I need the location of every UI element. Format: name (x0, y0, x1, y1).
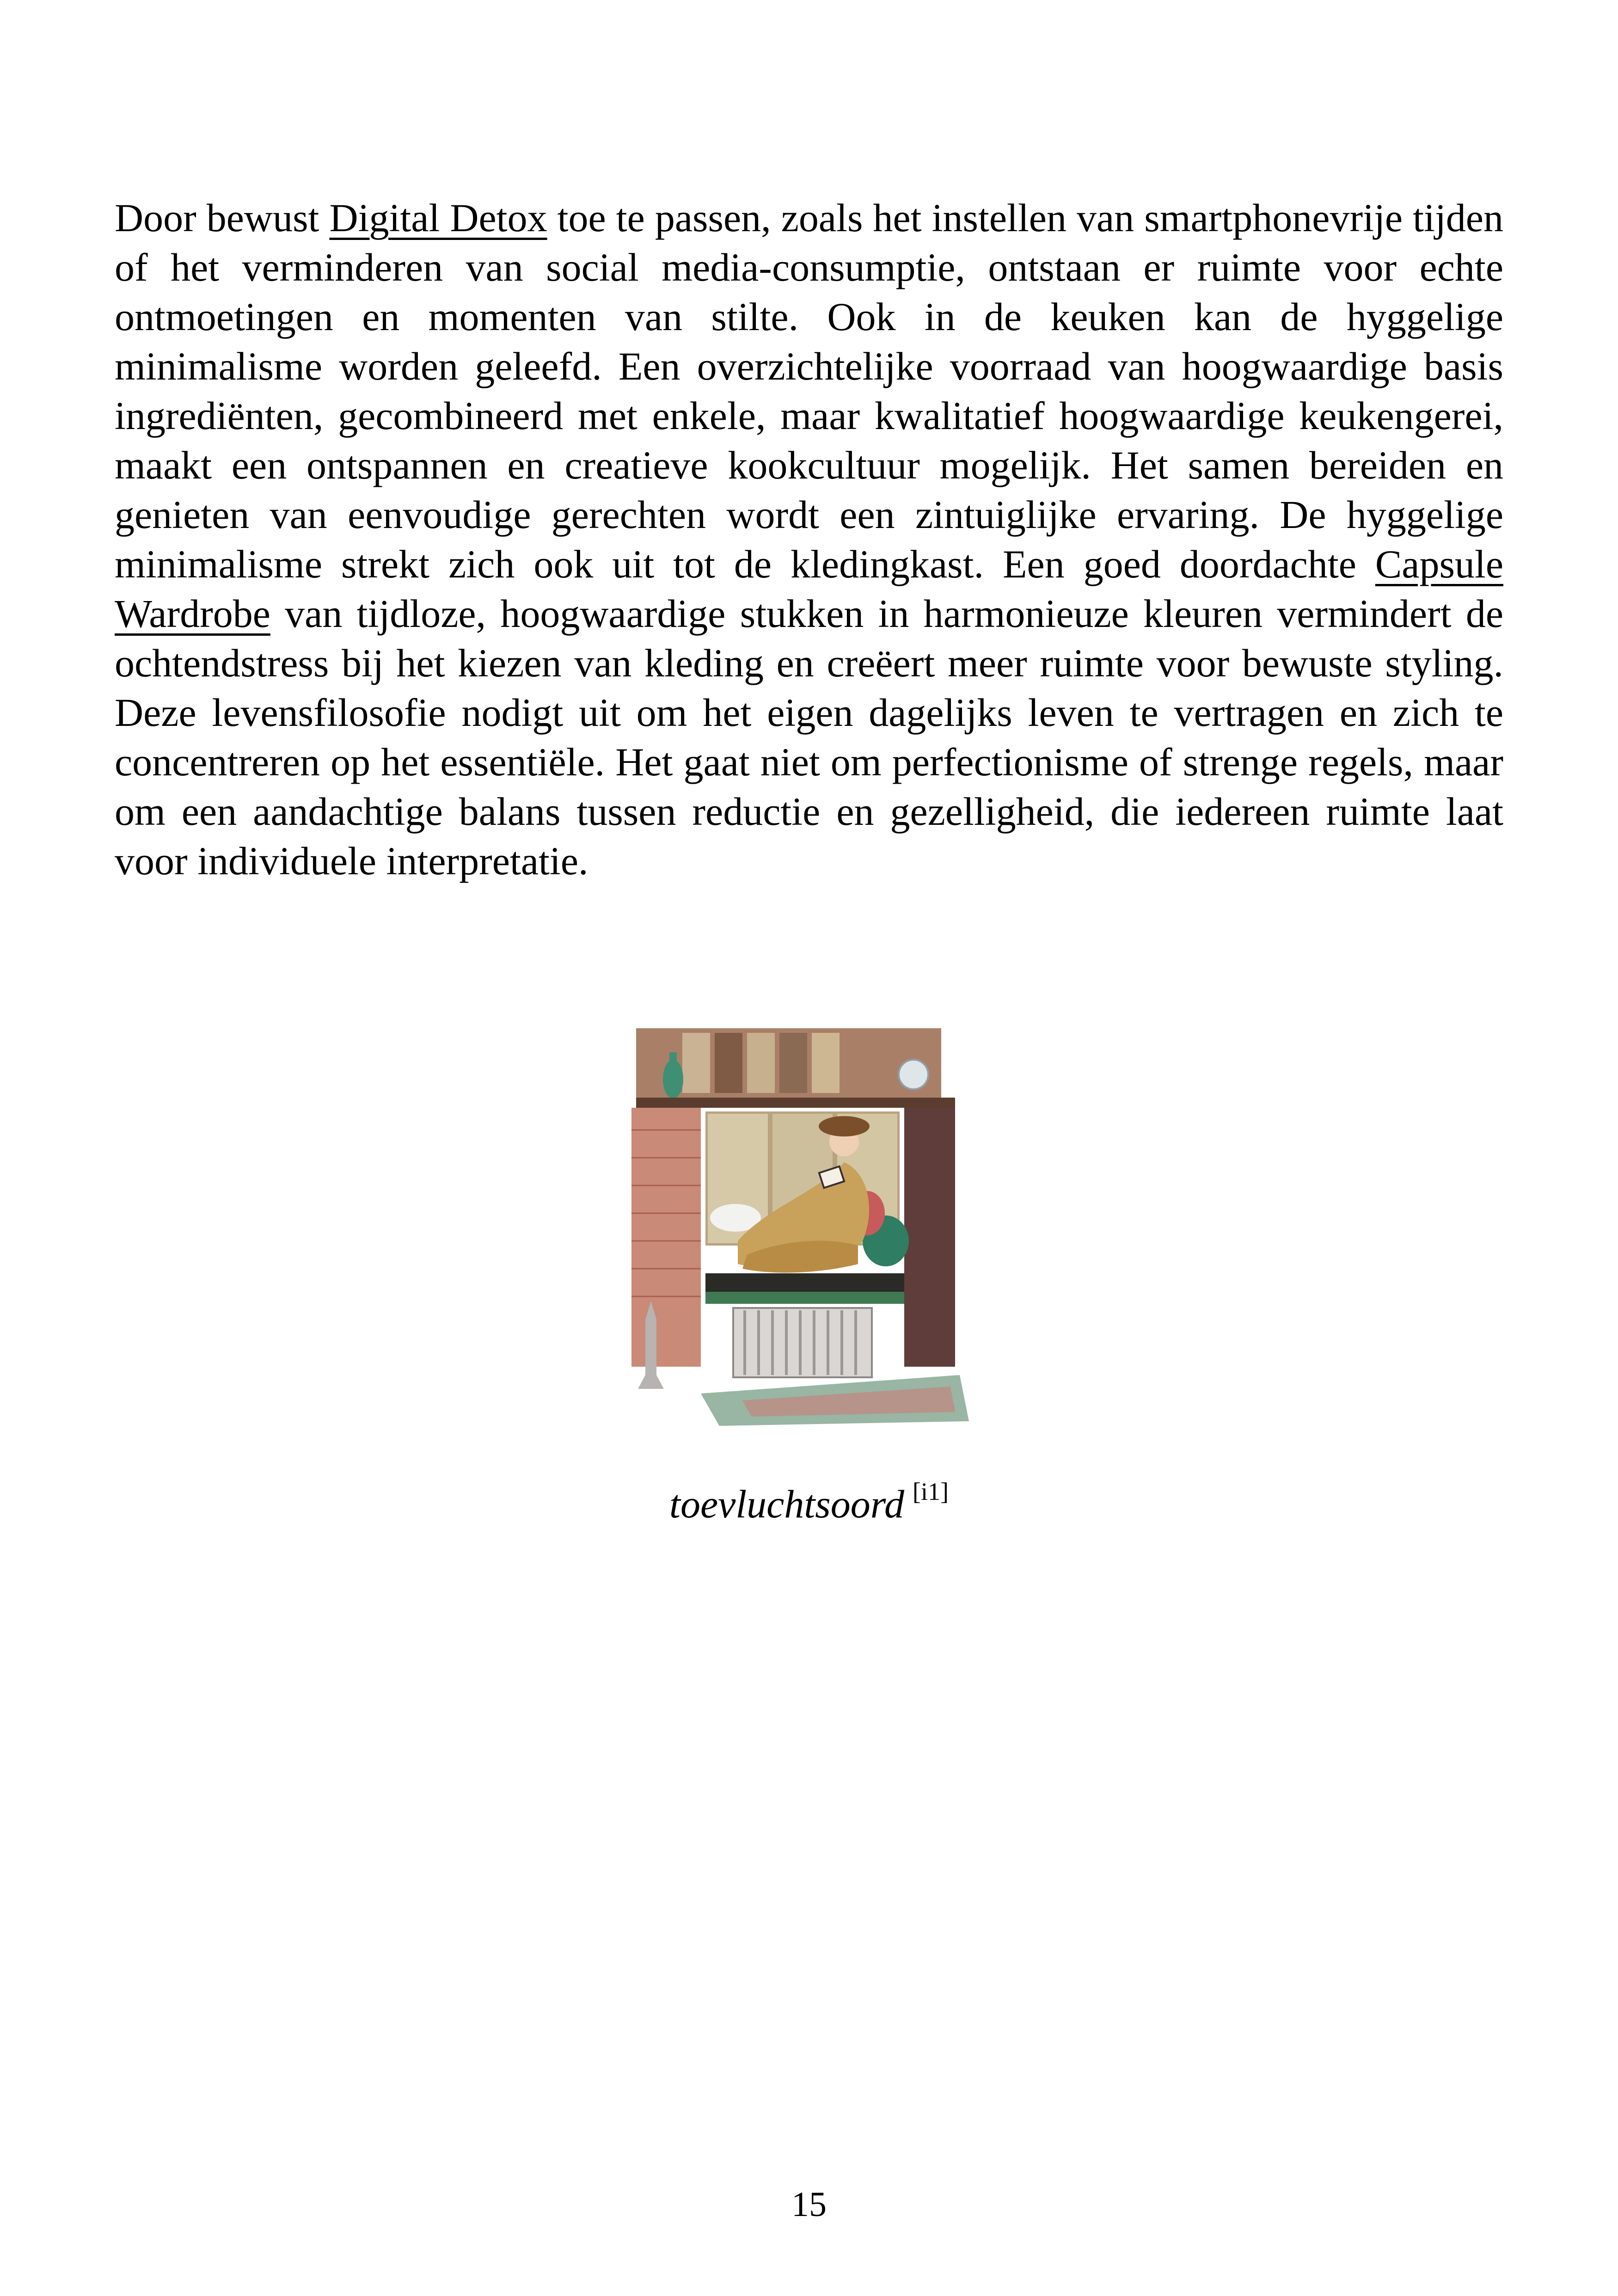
page-number: 15 (791, 2185, 827, 2224)
caption-reference[interactable]: [i1] (912, 1478, 949, 1505)
body-paragraph (115, 193, 1503, 886)
capsule-wardrobe-link[interactable]: Capsule Wardrobe (115, 542, 1503, 636)
paragraph-text-1: Door bewust (115, 196, 330, 240)
paragraph-text-2: toe te passen, zoals het instellen van smartphonevrije tijden of het verminderen van social media-consumptie, ontstaan er ruimte voor echte ontmoetingen en momenten van stilte. Ook in de keuken kan de hyggelige minimalisme worden geleefd. Een overzichtelijke voorraad van hoogwaardige basis ingrediënten, gecombineerd met enkele, maar kwalitatief hoogwaardige keukengerei, maakt een ontspannen en creatieve kookcultuur mogelijk. Het samen bereiden en genieten van eenvoudige gerechten wordt een zintuiglijke ervaring. De hyggelige minimalisme strekt zich ook uit tot de kledingkast. Een goed doordachte (115, 196, 1503, 586)
figure-caption (0, 1477, 1618, 1527)
digital-detox-link[interactable]: Digital Detox (329, 196, 547, 240)
paragraph-text-3: van tijdloze, hoogwaardige stukken in harmonieuze kleuren vermindert de ochtendstress bij het kiezen van kleding en creëert meer ruimte voor bewuste styling. Deze levensfilosofie nodigt uit om het eigen dagelijks leven te vertragen en zich te concentreren op het essentiële. Het gaat niet om perfectionisme of strenge regels, maar om een aandachtige balans tussen reductie en gezelligheid, die iedereen ruimte laat voor individuele interpretatie. (115, 591, 1503, 883)
woman-reading-illustration (627, 1024, 974, 1430)
figure-illustration (627, 1024, 974, 1430)
caption-text: toevluchtsoord (669, 1482, 904, 1526)
